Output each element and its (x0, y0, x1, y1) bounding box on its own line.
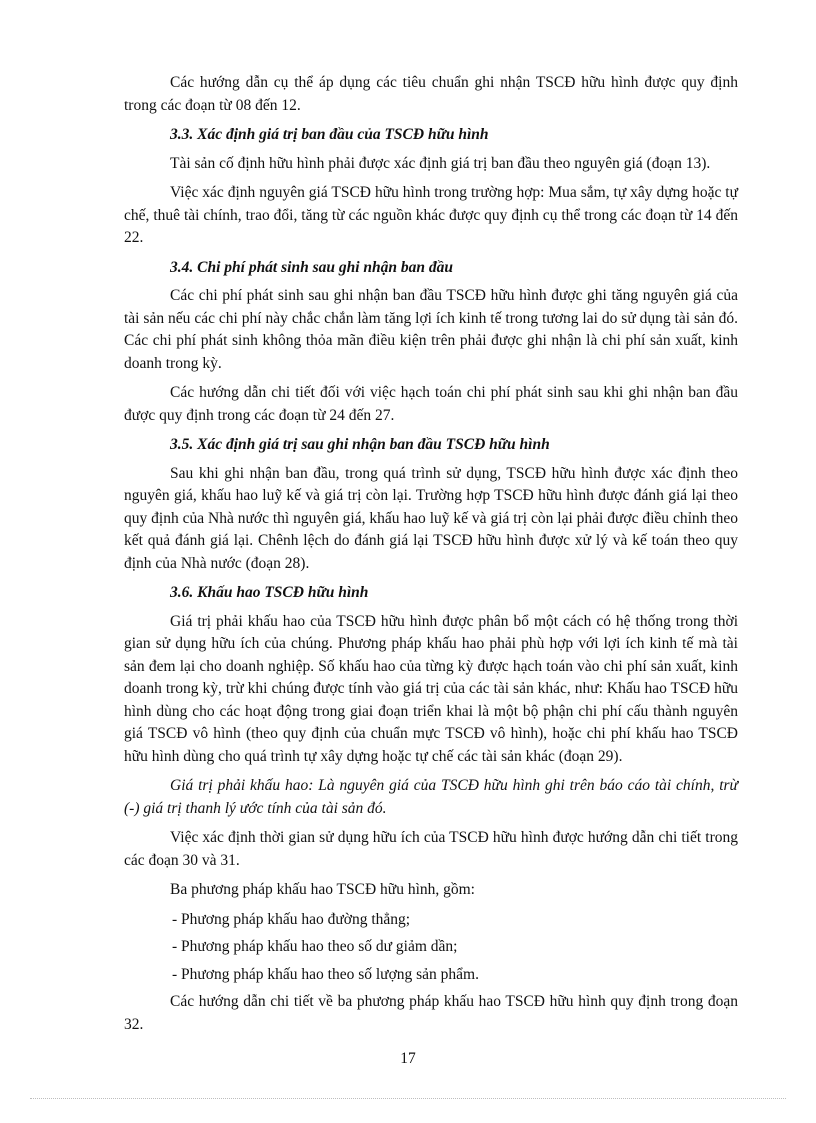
paragraph: Các hướng dẫn chi tiết đối với việc hạch toán chi phí phát sinh sau khi ghi nhận ban đầu được quy định trong các đoạn từ 24 đến 27. (124, 384, 738, 424)
section-heading-3-5: 3.5. Xác định giá trị sau ghi nhận ban đầu TSCĐ hữu hình (170, 436, 550, 453)
paragraph: Tài sản cố định hữu hình phải được xác định giá trị ban đầu theo nguyên giá (đoạn 13). (170, 154, 711, 172)
paragraph: Các hướng dẫn chi tiết về ba phương pháp khấu hao TSCĐ hữu hình quy định trong đoạn 32. (124, 993, 738, 1033)
paragraph: Việc xác định thời gian sử dụng hữu ích của TSCĐ hữu hình được hướng dẫn chi tiết trong các đoạn 30 và 31. (124, 829, 738, 869)
list-item: - Phương pháp khấu hao theo số lượng sản phẩm. (172, 965, 479, 983)
paragraph: Sau khi ghi nhận ban đầu, trong quá trình sử dụng, TSCĐ hữu hình được xác định theo nguyên giá, khấu hao luỹ kế và giá trị còn lại. Trường hợp TSCĐ hữu hình được đánh giá lại theo quy định của Nhà nước thì nguyên giá, khấu hao luỹ kế và giá trị còn lại phải được điều chỉnh theo kết quả đánh giá lại. Chênh lệch do đánh giá lại TSCĐ hữu hình được xử lý và kế toán theo quy định của Nhà nước (đoạn 28). (124, 464, 738, 572)
list-item: - Phương pháp khấu hao theo số dư giảm dần; (172, 938, 458, 955)
list-item: - Phương pháp khấu hao đường thẳng; (172, 910, 411, 928)
paragraph: Ba phương pháp khấu hao TSCĐ hữu hình, gồm: (170, 881, 475, 898)
paragraph: Các chi phí phát sinh sau ghi nhận ban đầu TSCĐ hữu hình được ghi tăng nguyên giá của tài sản nếu các chi phí này chắc chắn làm tăng lợi ích kinh tế trong tương lai do sử dụng tài sản đó. Các chi phí phát sinh không thỏa mãn điều kiện trên phải được ghi nhận là chi phí sản xuất, kinh doanh trong kỳ. (124, 287, 738, 372)
paragraph: Các hướng dẫn cụ thể áp dụng các tiêu chuẩn ghi nhận TSCĐ hữu hình được quy định trong các đoạn từ 08 đến 12. (124, 74, 738, 114)
page-bottom-divider (30, 1098, 786, 1099)
paragraph: Việc xác định nguyên giá TSCĐ hữu hình trong trường hợp: Mua sắm, tự xây dựng hoặc tự chế, thuê tài chính, trao đổi, tăng từ các nguồn khác được quy định cụ thể trong các đoạn từ 14 đến 22. (124, 184, 738, 246)
section-heading-3-4: 3.4. Chi phí phát sinh sau ghi nhận ban đầu (170, 258, 454, 276)
definition-paragraph: Giá trị phải khấu hao: Là nguyên giá của TSCĐ hữu hình ghi trên báo cáo tài chính, trừ (-) giá trị thanh lý ước tính của tài sản đó. (124, 777, 738, 817)
page-content (124, 72, 738, 1043)
section-heading-3-3: 3.3. Xác định giá trị ban đầu của TSCĐ hữu hình (170, 126, 489, 143)
page-number: 17 (400, 1050, 416, 1067)
section-heading-3-6: 3.6. Khấu hao TSCĐ hữu hình (170, 584, 369, 601)
paragraph: Giá trị phải khấu hao của TSCĐ hữu hình được phân bổ một cách có hệ thống trong thời gian sử dụng hữu ích của chúng. Phương pháp khấu hao phải phù hợp với lợi ích kinh tế mà tài sản đem lại cho doanh nghiệp. Số khấu hao của từng kỳ được hạch toán vào chi phí sản xuất, kinh doanh trong kỳ, trừ khi chúng được tính vào giá trị của các tài sản khác, như: Khấu hao TSCĐ hữu hình dùng cho các hoạt động trong giai đoạn triển khai là một bộ phận chi phí cấu thành nguyên giá TSCĐ vô hình (theo quy định của chuẩn mực TSCĐ vô hình), hoặc chi phí khấu hao TSCĐ hữu hình dùng cho quá trình tự xây dựng hoặc tự chế các tài sản khác (đoạn 29). (124, 612, 738, 765)
